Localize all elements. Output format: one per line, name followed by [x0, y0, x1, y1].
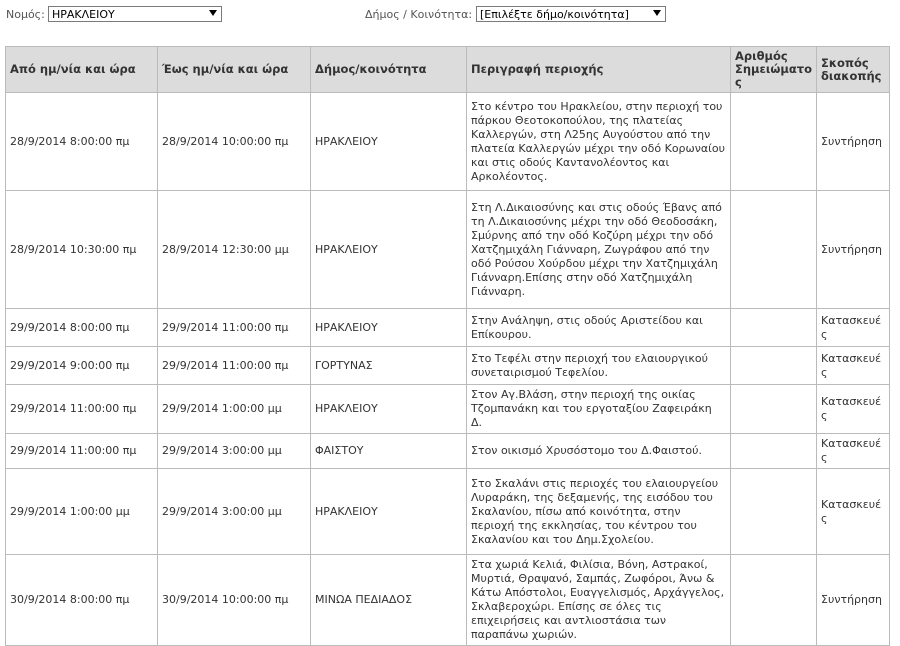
cell-to: 29/9/2014 11:00:00 πμ: [158, 309, 311, 347]
prefecture-label: Νομός:: [6, 8, 45, 21]
cell-municipality: ΓΟΡΤΥΝΑΣ: [311, 347, 467, 385]
cell-notice-number: [731, 434, 817, 469]
table-header-row: [6, 47, 890, 93]
table-row: [6, 93, 890, 191]
cell-to: 29/9/2014 3:00:00 μμ: [158, 469, 311, 555]
table-row: [6, 555, 890, 646]
cell-from: 29/9/2014 11:00:00 πμ: [6, 434, 158, 469]
cell-description: Στην Ανάληψη, στις οδούς Αριστείδου και Επίκουρου.: [467, 309, 731, 347]
cell-municipality: ΗΡΑΚΛΕΙΟΥ: [311, 309, 467, 347]
cell-municipality: ΗΡΑΚΛΕΙΟΥ: [311, 93, 467, 191]
cell-description: Στη Λ.Δικαιοσύνης και στις οδούς Έβανς από τη Λ.Δικαιοσύνης μέχρι την οδό Θεοδοσάκη, Σμύρνης από την οδό Κοζύρη μέχρι την οδό Χατζημιχάλη Γιάνναρη, Ζωγράφου από την οδό Ρούσου Χούρδου μέχρι την Χατζημιχάλη Γιάνναρη.Επίσης στην οδό Χατζημιχάλη Γιάνναρη.: [467, 191, 731, 309]
table-row: [6, 469, 890, 555]
cell-to: 29/9/2014 11:00:00 πμ: [158, 347, 311, 385]
cell-notice-number: [731, 309, 817, 347]
cell-from: 28/9/2014 10:30:00 πμ: [6, 191, 158, 309]
chevron-down-icon: [653, 10, 661, 16]
municipality-select-value: [Επιλέξτε δήμο/κοινότητα]: [480, 8, 629, 21]
cell-from: 30/9/2014 8:00:00 πμ: [6, 555, 158, 646]
cell-municipality: ΗΡΑΚΛΕΙΟΥ: [311, 385, 467, 434]
cell-to: 30/9/2014 10:00:00 πμ: [158, 555, 311, 646]
column-header-notice-number: Αριθμός Σημειώματος: [731, 47, 817, 93]
cell-purpose: Κατασκευές: [817, 385, 890, 434]
cell-to: 28/9/2014 10:00:00 πμ: [158, 93, 311, 191]
cell-purpose: Κατασκευές: [817, 469, 890, 555]
cell-description: Στο Σκαλάνι στις περιοχές του ελαιουργείου Λυραράκη, της δεξαμενής, της εισόδου του Σκαλανίου, πίσω από κοινότητα, στην περιοχή της εκκλησίας, του κέντρου του Σκαλανίου και του Δημ.Σχολείου.: [467, 469, 731, 555]
table-row: [6, 385, 890, 434]
cell-from: 29/9/2014 11:00:00 πμ: [6, 385, 158, 434]
cell-description: Στα χωριά Κελιά, Φιλίσια, Βόνη, Αστρακοί, Μυρτιά, Θραψανό, Σαμπάς, Ζωφόροι, Άνω & Κάτω Απόστολοι, Ευαγγελισμός, Αρχάγγελος, Σκλαβεροχώρι. Επίσης σε όλες τις επιχειρήσεις και αντλιοστάσια των παραπάνω χωριών.: [467, 555, 731, 646]
municipality-label: Δήμος / Κοινότητα:: [365, 8, 473, 21]
table-row: [6, 347, 890, 385]
cell-from: 29/9/2014 9:00:00 πμ: [6, 347, 158, 385]
outages-table: [5, 46, 890, 646]
cell-purpose: Συντήρηση: [817, 555, 890, 646]
cell-description: Στον οικισμό Χρυσόστομο του Δ.Φαιστού.: [467, 434, 731, 469]
column-header-purpose: Σκοπός διακοπής: [817, 47, 890, 93]
cell-notice-number: [731, 385, 817, 434]
cell-municipality: ΗΡΑΚΛΕΙΟΥ: [311, 469, 467, 555]
column-header-description: Περιγραφή περιοχής: [467, 47, 731, 93]
cell-from: 28/9/2014 8:00:00 πμ: [6, 93, 158, 191]
column-header-municipality: Δήμος/κοινότητα: [311, 47, 467, 93]
cell-description: Στο κέντρο του Ηρακλείου, στην περιοχή του πάρκου Θεοτοκοπούλου, της πλατείας Καλλεργών, στη Λ25ης Αυγούστου από την πλατεία Καλλεργών μέχρι την οδό Κορωναίου και στις οδούς Καντανολέοντος και Αρκολέοντος.: [467, 93, 731, 191]
cell-municipality: ΜΙΝΩΑ ΠΕΔΙΑΔΟΣ: [311, 555, 467, 646]
cell-purpose: Κατασκευές: [817, 309, 890, 347]
cell-from: 29/9/2014 1:00:00 μμ: [6, 469, 158, 555]
cell-to: 28/9/2014 12:30:00 μμ: [158, 191, 311, 309]
cell-from: 29/9/2014 8:00:00 πμ: [6, 309, 158, 347]
cell-description: Στο Τεφέλι στην περιοχή του ελαιουργικού συνεταιρισμού Τεφελίου.: [467, 347, 731, 385]
chevron-down-icon: [209, 10, 217, 16]
column-header-to: Έως ημ/νία και ώρα: [158, 47, 311, 93]
municipality-select[interactable]: [476, 6, 666, 22]
cell-purpose: Κατασκευές: [817, 434, 890, 469]
prefecture-select-value: ΗΡΑΚΛΕΙΟΥ: [52, 8, 115, 21]
cell-notice-number: [731, 347, 817, 385]
filter-bar: [6, 6, 886, 24]
cell-municipality: ΗΡΑΚΛΕΙΟΥ: [311, 191, 467, 309]
prefecture-select[interactable]: [48, 6, 222, 22]
cell-purpose: Συντήρηση: [817, 191, 890, 309]
cell-notice-number: [731, 191, 817, 309]
cell-notice-number: [731, 555, 817, 646]
table-row: [6, 309, 890, 347]
cell-to: 29/9/2014 3:00:00 μμ: [158, 434, 311, 469]
table-row: [6, 191, 890, 309]
table-row: [6, 434, 890, 469]
cell-purpose: Συντήρηση: [817, 93, 890, 191]
column-header-from: Από ημ/νία και ώρα: [6, 47, 158, 93]
cell-description: Στον Αγ.Βλάση, στην περιοχή της οικίας Τζομπανάκη και του εργοταξίου Ζαφειράκη Δ.: [467, 385, 731, 434]
cell-purpose: Κατασκευές: [817, 347, 890, 385]
cell-to: 29/9/2014 1:00:00 μμ: [158, 385, 311, 434]
cell-notice-number: [731, 469, 817, 555]
cell-notice-number: [731, 93, 817, 191]
cell-municipality: ΦΑΙΣΤΟΥ: [311, 434, 467, 469]
